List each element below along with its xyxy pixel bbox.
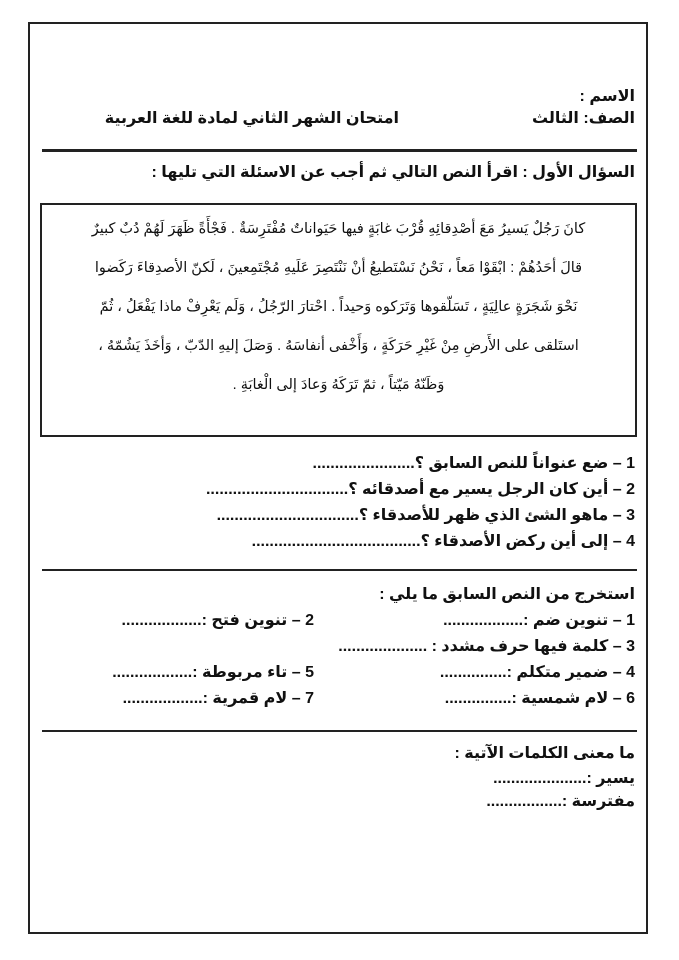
extract-item-3[interactable]: 3 – كلمة فيها حرف مشدد : .................... xyxy=(338,638,635,655)
extract-item-7[interactable]: 7 – لام قمرية :.................. xyxy=(122,690,314,707)
extract-item-5[interactable]: 5 – تاء مربوطة :.................. xyxy=(112,664,314,681)
extract-item-2[interactable]: 2 – تنوين فتح :.................. xyxy=(121,612,314,629)
question-3 xyxy=(217,505,635,525)
passage-box xyxy=(40,203,637,437)
passage-line: كانَ رَجُلٌ يَسيرُ مَعَ أصْدِقائِهِ قُرْبَ غابَةٍ فيها حَيَواناتٌ مُفْتَرِسَةٌ . فَجْأَةً ظَهَرَ لَهُمْ دُبٌ كبيرٌ xyxy=(91,221,586,237)
grade-label: الصف: الثالث xyxy=(531,110,635,127)
section1-title: السؤال الأول : اقرأ النص التالي ثم أجب عن الاسئلة التي تليها : xyxy=(151,164,635,181)
passage-line: قالَ أحَدُهُمْ : ابْقَوْا مَعاً ، نَحْنُ نَسْتَطيعُ أنْ نَنْتَصِرَ عَلَيهِ مُجْتَمِعينَ ، لَكنّ الأصدِقاءَ رَكَضوا xyxy=(94,260,583,276)
divider xyxy=(42,730,637,732)
section2-title: استخرج من النص السابق ما يلي : xyxy=(379,586,635,603)
divider xyxy=(42,569,637,571)
question-2 xyxy=(206,479,635,499)
question-4 xyxy=(252,531,635,551)
answer-blank[interactable]: ...................................... xyxy=(251,533,421,550)
passage-line: نَحْوَ شَجَرَةٍ عالِيَةٍ ، تَسَلّقوها وَتَرَكوه وَحيداً . احْتارَ الرّجُلُ ، وَلَم يَعْرِفْ ماذا يَفْعَلُ ، ثُمّ xyxy=(99,299,578,315)
section3-title: ما معنى الكلمات الآتية : xyxy=(454,745,635,762)
question-1 xyxy=(313,453,636,473)
meaning-item-2[interactable]: مفترسة :................. xyxy=(486,793,635,810)
passage-line: وَظَنّهُ مَيّتاً ، ثمّ تَرَكَهُ وَعادَ إلى الْغابَةِ . xyxy=(232,377,445,393)
question-text: 1 – ضع عنواناً للنص السابق ؟ xyxy=(414,455,635,472)
extract-item-6[interactable]: 6 – لام شمسية :............... xyxy=(444,690,635,707)
answer-blank[interactable]: ....................... xyxy=(312,455,415,472)
extract-item-4[interactable]: 4 – ضمير متكلم :............... xyxy=(439,664,635,681)
question-text: 2 – أين كان الرجل يسير مع أصدقائه ؟ xyxy=(348,481,635,498)
answer-blank[interactable]: ................................ xyxy=(216,507,359,524)
answer-blank[interactable]: ................................ xyxy=(205,481,349,498)
extract-item-1[interactable]: 1 – تنوين ضم :.................. xyxy=(443,612,635,629)
question-text: 4 – إلى أين ركض الأصدقاء ؟ xyxy=(420,533,635,550)
divider xyxy=(42,149,637,152)
exam-title: امتحان الشهر الثاني لمادة للغة العربية xyxy=(104,110,399,127)
meaning-item-1[interactable]: يسير :..................... xyxy=(493,770,635,787)
passage-line: استَلقى على الأَرضِ مِنْ غَيْرِ حَرَكَةٍ ، وَأَخْفى أنفاسَهُ . وَصَلَ إليهِ الدّبّ ، وَأخَذَ يَشُمّهُ ، xyxy=(98,338,579,354)
question-text: 3 – ماهو الشئ الذي ظهر للأصدقاء ؟ xyxy=(358,507,635,524)
name-label: الاسم : xyxy=(579,88,635,105)
